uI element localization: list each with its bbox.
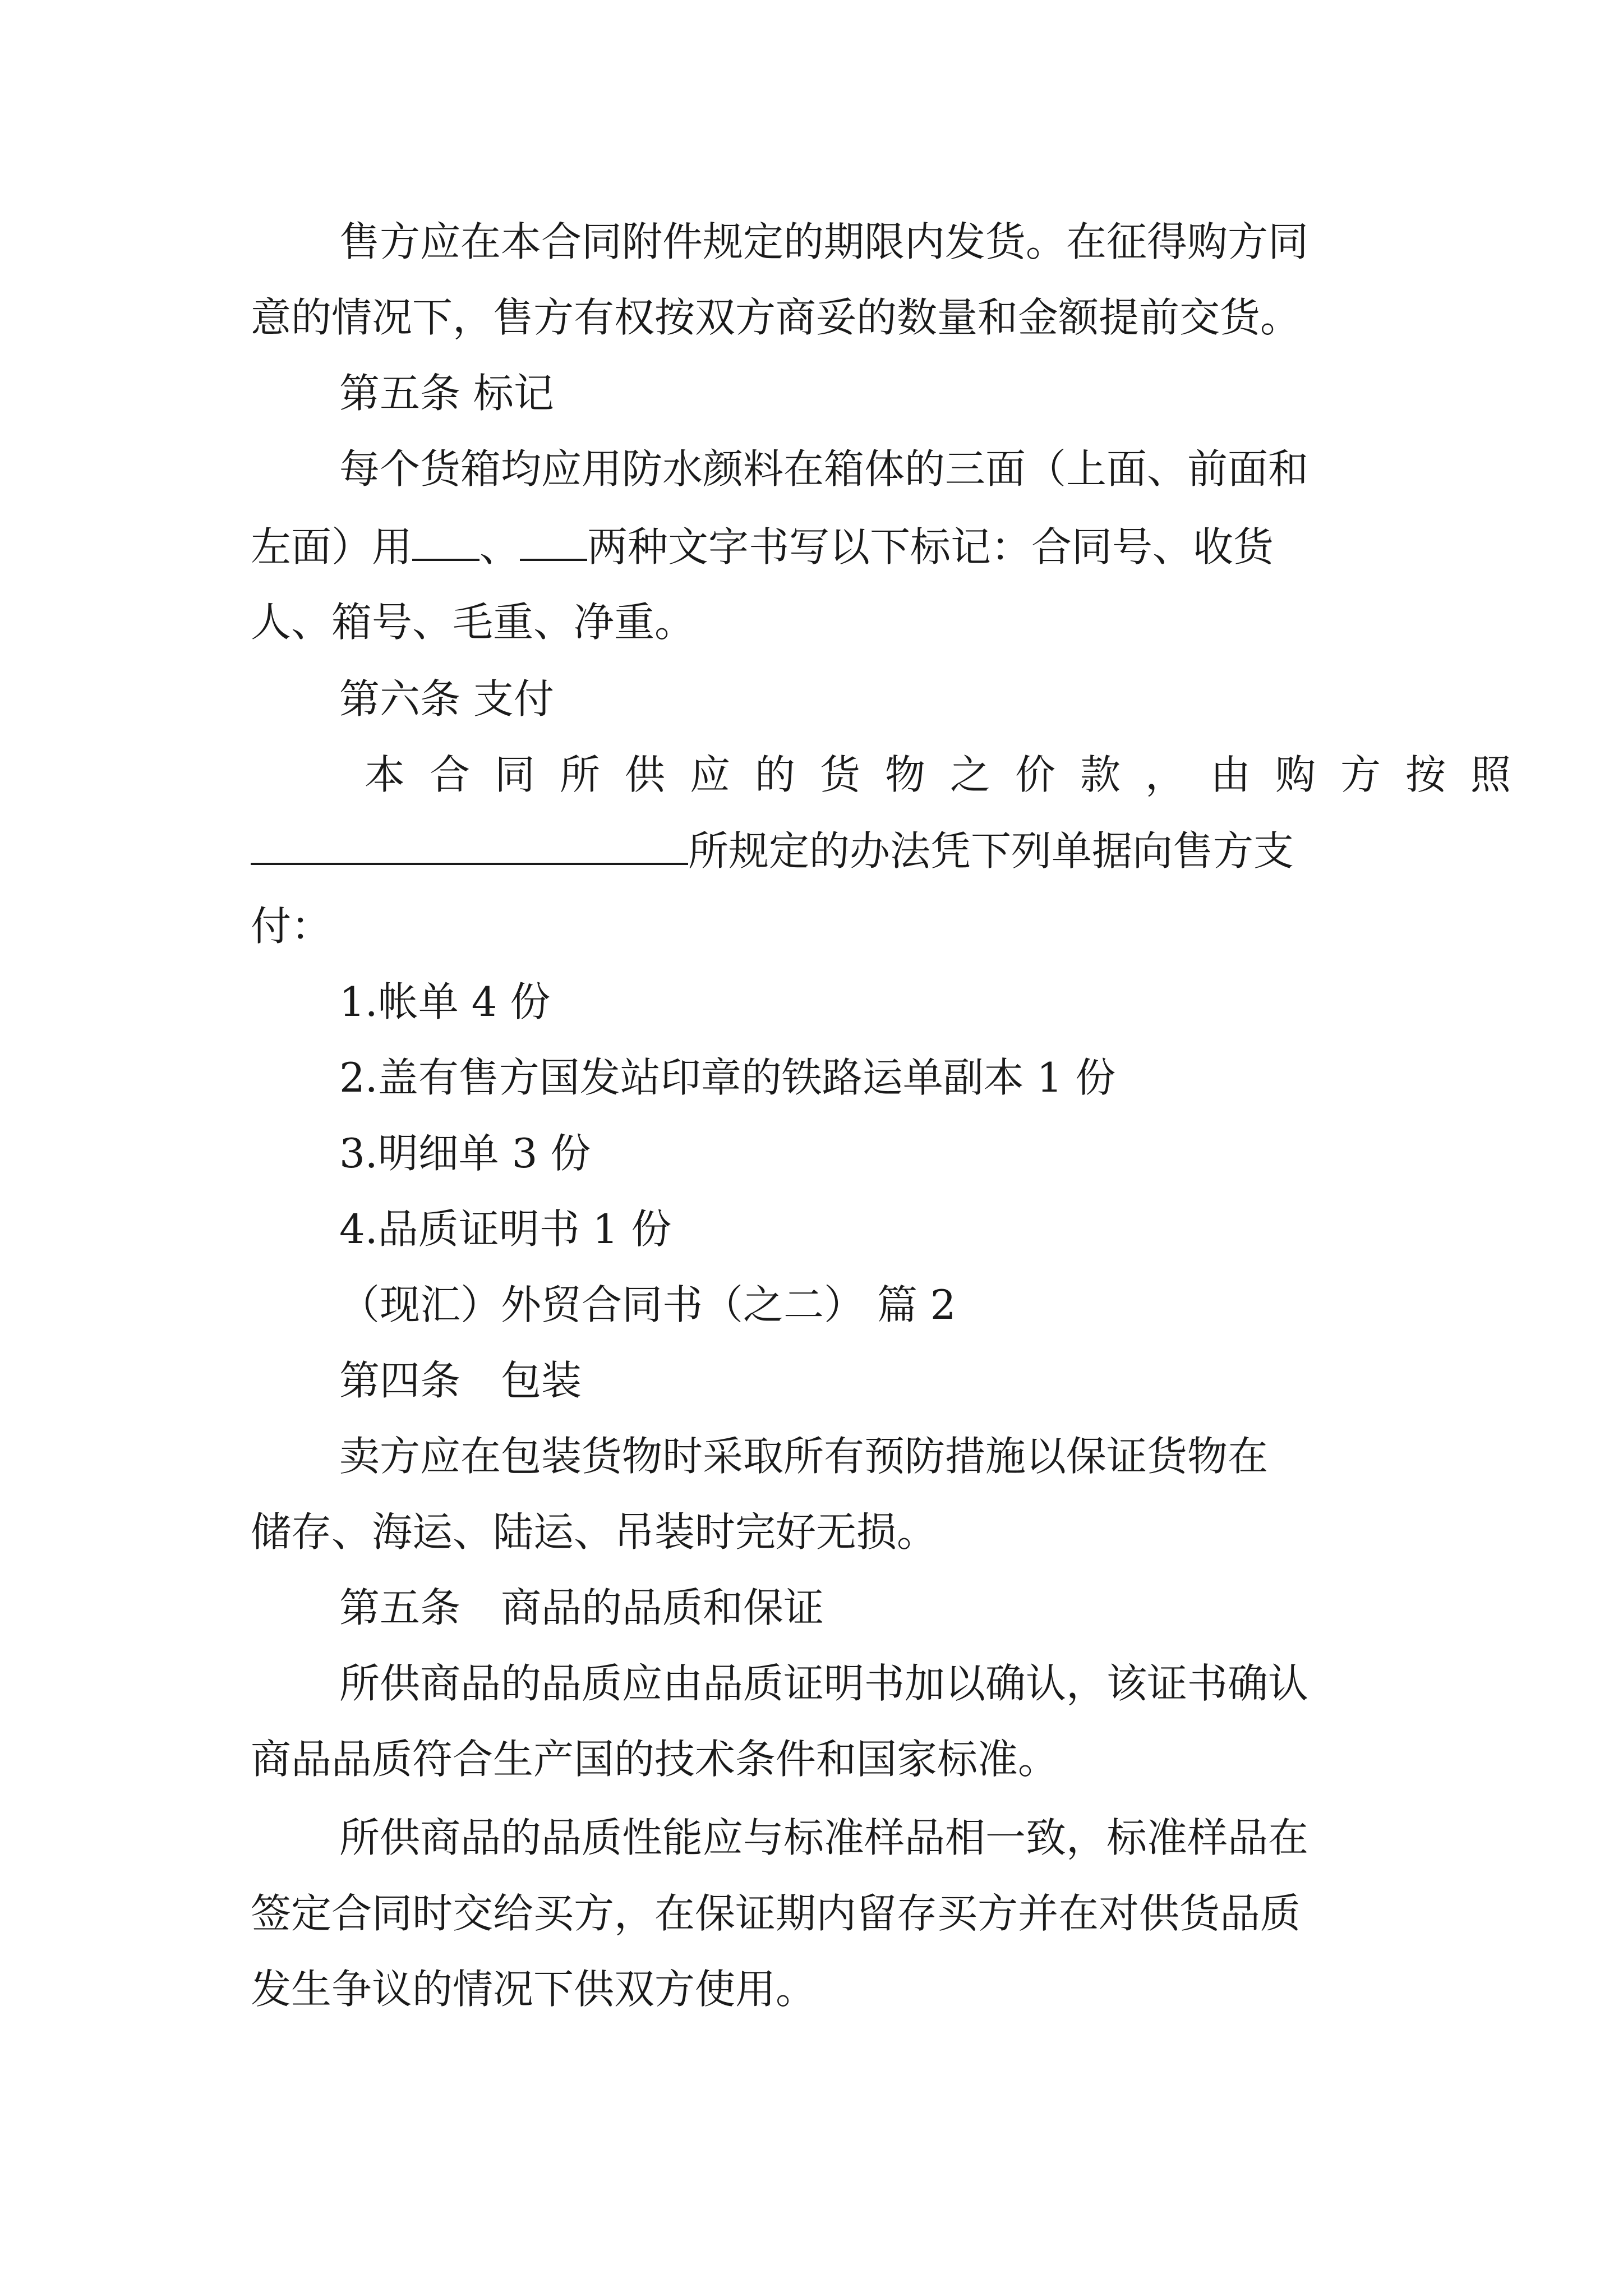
paragraph-delivery-line-1: 售方应在本合同附件规定的期限内发货。在征得购方同 bbox=[339, 218, 1309, 265]
marking-text-a: 左面）用 bbox=[251, 523, 413, 570]
list-item-1: 1.帐单 4 份 bbox=[339, 978, 551, 1025]
blank-field-language-1 bbox=[412, 526, 479, 561]
paragraph-marking-line-1: 每个货箱均应用防水颜料在箱体的三面（上面、前面和 bbox=[339, 445, 1309, 493]
paragraph-sample-line-2: 签定合同时交给买方，在保证期内留存买方并在对供货品质 bbox=[251, 1890, 1301, 1937]
list-item-2: 2.盖有售方国发站印章的铁路运单副本 1 份 bbox=[339, 1054, 1116, 1101]
list-item-4: 4.品质证明书 1 份 bbox=[339, 1205, 672, 1253]
marking-separator: 、 bbox=[479, 523, 520, 570]
heading-article-6-payment: 第六条 支付 bbox=[339, 675, 554, 723]
section-title: （现汇）外贸合同书（之二） 篇 2 bbox=[339, 1281, 956, 1328]
blank-field-language-2 bbox=[520, 526, 587, 561]
marking-text-b: 两种文字书写以下标记：合同号、收货 bbox=[587, 523, 1274, 570]
payment-text: 所规定的办法凭下列单据向售方支 bbox=[688, 827, 1294, 875]
blank-field-payment-method bbox=[251, 830, 688, 865]
paragraph-payment-line-3: 付： bbox=[251, 903, 332, 950]
heading-article-4-packing: 第四条 包装 bbox=[339, 1357, 582, 1404]
heading-article-5-quality: 第五条 商品的品质和保证 bbox=[339, 1584, 824, 1631]
paragraph-quality-line-1: 所供商品的品质应由品质证明书加以确认，该证书确认 bbox=[339, 1660, 1309, 1707]
paragraph-sample-line-3: 发生争议的情况下供双方使用。 bbox=[251, 1966, 817, 2013]
paragraph-marking-line-2 bbox=[251, 523, 1274, 570]
paragraph-packing-line-1: 卖方应在包装货物时采取所有预防措施以保证货物在 bbox=[339, 1433, 1269, 1480]
list-item-3: 3.明细单 3 份 bbox=[339, 1130, 591, 1177]
paragraph-packing-line-2: 储存、海运、陆运、吊装时完好无损。 bbox=[251, 1508, 938, 1556]
paragraph-quality-line-2: 商品品质符合生产国的技术条件和国家标准。 bbox=[251, 1736, 1059, 1783]
paragraph-payment-line-1: 本合同所供应的货物之价款，由购方按照 bbox=[365, 751, 1536, 798]
paragraph-marking-line-3: 人、箱号、毛重、净重。 bbox=[251, 599, 695, 646]
paragraph-delivery-line-2: 意的情况下，售方有权按双方商妥的数量和金额提前交货。 bbox=[251, 294, 1301, 341]
heading-article-5-marking: 第五条 标记 bbox=[339, 370, 554, 417]
paragraph-payment-line-2 bbox=[251, 827, 1294, 875]
paragraph-sample-line-1: 所供商品的品质性能应与标准样品相一致，标准样品在 bbox=[339, 1814, 1309, 1861]
